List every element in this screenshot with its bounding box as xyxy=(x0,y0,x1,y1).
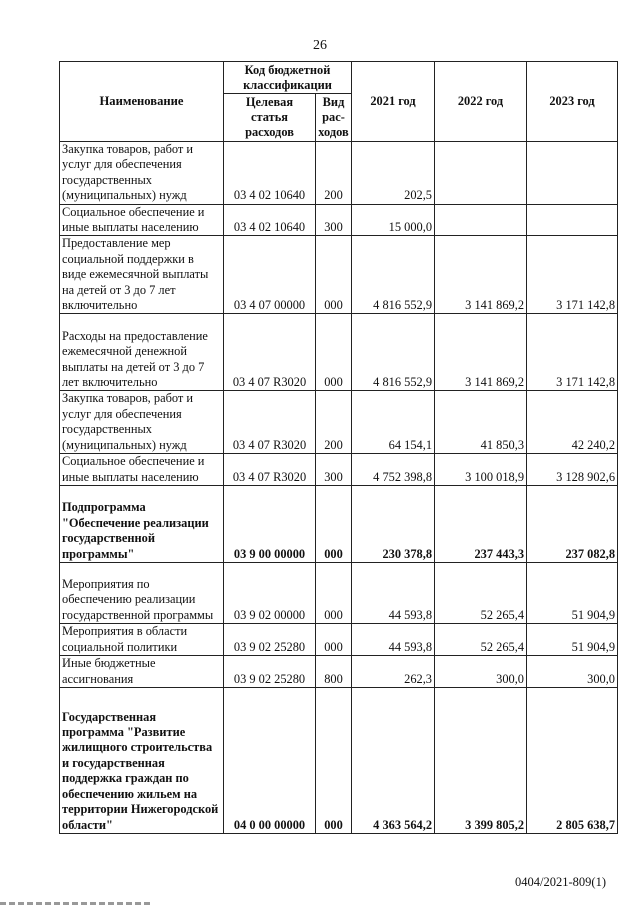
row-name: Закупка товаров, работ и услуг для обеспечения государственных (муниципальных) нужд xyxy=(60,142,224,205)
row-2023: 3 171 142,8 xyxy=(527,314,618,391)
row-2021: 15 000,0 xyxy=(352,204,435,236)
row-code: 03 4 02 10640 xyxy=(224,204,316,236)
row-2023: 2 805 638,7 xyxy=(527,687,618,833)
row-kind: 000 xyxy=(316,236,352,314)
row-2022: 237 443,3 xyxy=(435,486,527,563)
row-code: 03 4 07 R3020 xyxy=(224,454,316,486)
row-name: Закупка товаров, работ и услуг для обеспечения государственных (муниципальных) нужд xyxy=(60,391,224,454)
row-2021: 230 378,8 xyxy=(352,486,435,563)
row-name: Социальное обеспечение и иные выплаты населению xyxy=(60,204,224,236)
row-2021: 202,5 xyxy=(352,142,435,205)
row-2023 xyxy=(527,142,618,205)
table-row xyxy=(60,236,618,314)
row-code: 03 9 00 00000 xyxy=(224,486,316,563)
row-2022: 41 850,3 xyxy=(435,391,527,454)
row-2022: 52 265,4 xyxy=(435,563,527,624)
row-kind: 200 xyxy=(316,391,352,454)
row-code: 03 4 02 10640 xyxy=(224,142,316,205)
row-2023: 237 082,8 xyxy=(527,486,618,563)
header-2023: 2023 год xyxy=(527,62,618,142)
row-name: Мероприятия в области социальной политики xyxy=(60,624,224,656)
row-kind: 000 xyxy=(316,486,352,563)
row-2022 xyxy=(435,204,527,236)
page-number: 26 xyxy=(313,38,327,53)
table-row xyxy=(60,486,618,563)
row-2021: 44 593,8 xyxy=(352,624,435,656)
row-name: Расходы на предоставление ежемесячной денежной выплаты на детей от 3 до 7 лет включительно xyxy=(60,314,224,391)
row-2021: 262,3 xyxy=(352,655,435,687)
row-2021: 44 593,8 xyxy=(352,563,435,624)
row-2023: 3 128 902,6 xyxy=(527,454,618,486)
row-kind: 300 xyxy=(316,204,352,236)
row-2023: 3 171 142,8 xyxy=(527,236,618,314)
table-row xyxy=(60,142,618,205)
header-name: Наименование xyxy=(60,62,224,142)
row-2022: 300,0 xyxy=(435,655,527,687)
table-row xyxy=(60,204,618,236)
row-name: Социальное обеспечение и иные выплаты населению xyxy=(60,454,224,486)
row-name: Государственная программа "Развитие жилищного строительства и государственная поддержка граждан по обеспечению жильем на территории Нижегородской области" xyxy=(60,687,224,833)
row-name: Подпрограмма "Обеспечение реализации государственной программы" xyxy=(60,486,224,563)
header-budget-code: Код бюджетной классификации xyxy=(224,62,352,94)
table-row xyxy=(60,655,618,687)
row-2021: 4 816 552,9 xyxy=(352,236,435,314)
table-row xyxy=(60,563,618,624)
row-name: Предоставление мер социальной поддержки в виде ежемесячной выплаты на детей от 3 до 7 лет включительно xyxy=(60,236,224,314)
row-code: 03 9 02 25280 xyxy=(224,655,316,687)
header-expense-type: Вид рас-ходов xyxy=(316,94,352,142)
row-2022: 3 141 869,2 xyxy=(435,314,527,391)
row-kind: 800 xyxy=(316,655,352,687)
row-kind: 000 xyxy=(316,687,352,833)
row-2021: 4 363 564,2 xyxy=(352,687,435,833)
row-code: 04 0 00 00000 xyxy=(224,687,316,833)
row-2023 xyxy=(527,204,618,236)
row-code: 03 9 02 00000 xyxy=(224,563,316,624)
table-row xyxy=(60,624,618,656)
row-2022 xyxy=(435,142,527,205)
table-row xyxy=(60,687,618,833)
table-row xyxy=(60,314,618,391)
row-2021: 4 752 398,8 xyxy=(352,454,435,486)
row-2023: 300,0 xyxy=(527,655,618,687)
row-kind: 200 xyxy=(316,142,352,205)
row-kind: 000 xyxy=(316,314,352,391)
row-code: 03 4 07 00000 xyxy=(224,236,316,314)
row-kind: 300 xyxy=(316,454,352,486)
row-code: 03 4 07 R3020 xyxy=(224,391,316,454)
row-code: 03 4 07 R3020 xyxy=(224,314,316,391)
document-code: 0404/2021-809(1) xyxy=(515,875,606,889)
row-2023: 51 904,9 xyxy=(527,563,618,624)
row-kind: 000 xyxy=(316,624,352,656)
row-2021: 64 154,1 xyxy=(352,391,435,454)
header-2021: 2021 год xyxy=(352,62,435,142)
table-row xyxy=(60,391,618,454)
header-2022: 2022 год xyxy=(435,62,527,142)
table-row xyxy=(60,454,618,486)
budget-table xyxy=(59,61,618,834)
row-2021: 4 816 552,9 xyxy=(352,314,435,391)
row-2022: 3 399 805,2 xyxy=(435,687,527,833)
row-2023: 51 904,9 xyxy=(527,624,618,656)
row-code: 03 9 02 25280 xyxy=(224,624,316,656)
row-kind: 000 xyxy=(316,563,352,624)
row-name: Иные бюджетные ассигнования xyxy=(60,655,224,687)
row-2023: 42 240,2 xyxy=(527,391,618,454)
header-target-article: Целевая статья расходов xyxy=(224,94,316,142)
row-2022: 3 100 018,9 xyxy=(435,454,527,486)
row-2022: 52 265,4 xyxy=(435,624,527,656)
row-name: Мероприятия по обеспечению реализации государственной программы xyxy=(60,563,224,624)
row-2022: 3 141 869,2 xyxy=(435,236,527,314)
